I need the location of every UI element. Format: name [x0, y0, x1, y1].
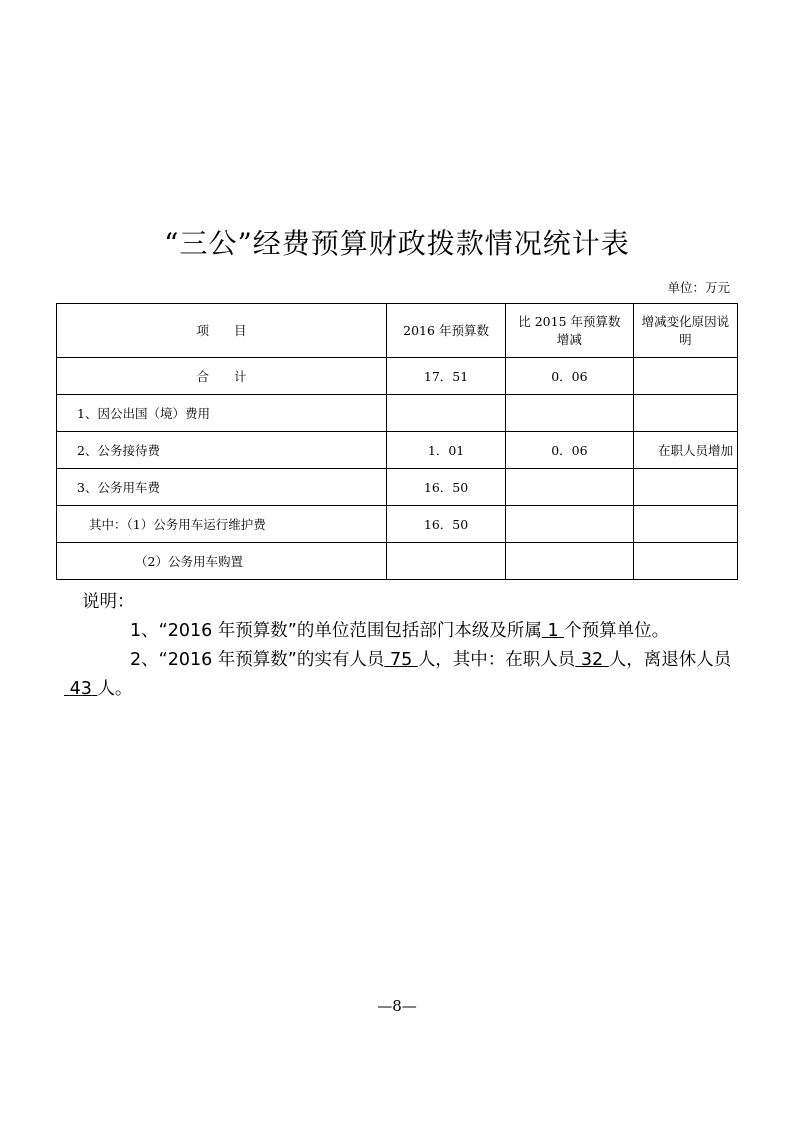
note-1-count-value: 1: [547, 621, 559, 641]
row-budget: 17．51: [387, 358, 506, 395]
header-reason: [633, 304, 737, 358]
row-budget: 1．01: [387, 432, 506, 469]
header-reason-text: 增减变化原因说 明: [641, 313, 730, 347]
row-reason: 在职人员增加: [633, 432, 737, 469]
header-item: 项 目: [57, 304, 387, 358]
note-1: [64, 617, 734, 646]
table-row: [57, 506, 738, 543]
row-change: [506, 395, 634, 432]
row-item: （2）公务用车购置: [57, 543, 387, 580]
row-item: 合 计: [57, 358, 387, 395]
note-1-suffix: 个预算单位。: [564, 621, 670, 641]
row-budget: [387, 543, 506, 580]
row-budget: 16．50: [387, 506, 506, 543]
note-2-mid2: 人，离退休人员: [608, 650, 732, 670]
budget-table: [56, 303, 738, 580]
note-2-suffix: 人。: [97, 679, 133, 699]
note-2-total-value: 75: [389, 650, 413, 670]
row-item: 2、公务接待费: [57, 432, 387, 469]
header-change: [506, 304, 634, 358]
table-row: [57, 395, 738, 432]
note-1-prefix: 1、“2016 年预算数”的单位范围包括部门本级及所属: [130, 621, 542, 641]
note-2: [64, 646, 734, 704]
row-item: 1、因公出国（境）费用: [57, 395, 387, 432]
row-reason: [633, 395, 737, 432]
page-number: —8—: [377, 997, 417, 1015]
note-2-active: [575, 646, 608, 675]
note-2-total: [384, 646, 417, 675]
note-2-mid1: 人，其中：在职人员: [417, 650, 576, 670]
row-change: 0．06: [506, 432, 634, 469]
note-2-retired-value: 43: [69, 679, 92, 699]
row-reason: [633, 506, 737, 543]
page-title: “三公”经费预算财政拨款情况统计表: [164, 227, 630, 260]
row-item: 其中：（1）公务用车运行维护费: [57, 506, 387, 543]
row-reason: [633, 469, 737, 506]
note-2-prefix: 2、“2016 年预算数”的实有人员: [130, 650, 385, 670]
row-change: 0．06: [506, 358, 634, 395]
table-header-row: [57, 304, 738, 358]
table-row: [57, 432, 738, 469]
note-1-count: [542, 617, 564, 646]
note-2-active-value: 32: [580, 650, 604, 670]
unit-label: 单位：万元: [667, 280, 730, 295]
row-change: [506, 543, 634, 580]
row-change: [506, 469, 634, 506]
row-item: 3、公务用车费: [57, 469, 387, 506]
header-budget: 2016 年预算数: [387, 304, 506, 358]
table-row: [57, 543, 738, 580]
table-row: [57, 358, 738, 395]
notes-heading: 说明：: [82, 592, 135, 612]
notes-section: [64, 588, 734, 704]
note-2-retired: [64, 675, 97, 704]
row-budget: [387, 395, 506, 432]
row-reason: [633, 358, 737, 395]
row-reason: [633, 543, 737, 580]
header-change-text: 比 2015 年预算数 增减: [518, 313, 621, 347]
row-change: [506, 506, 634, 543]
table-row: [57, 469, 738, 506]
row-budget: 16．50: [387, 469, 506, 506]
